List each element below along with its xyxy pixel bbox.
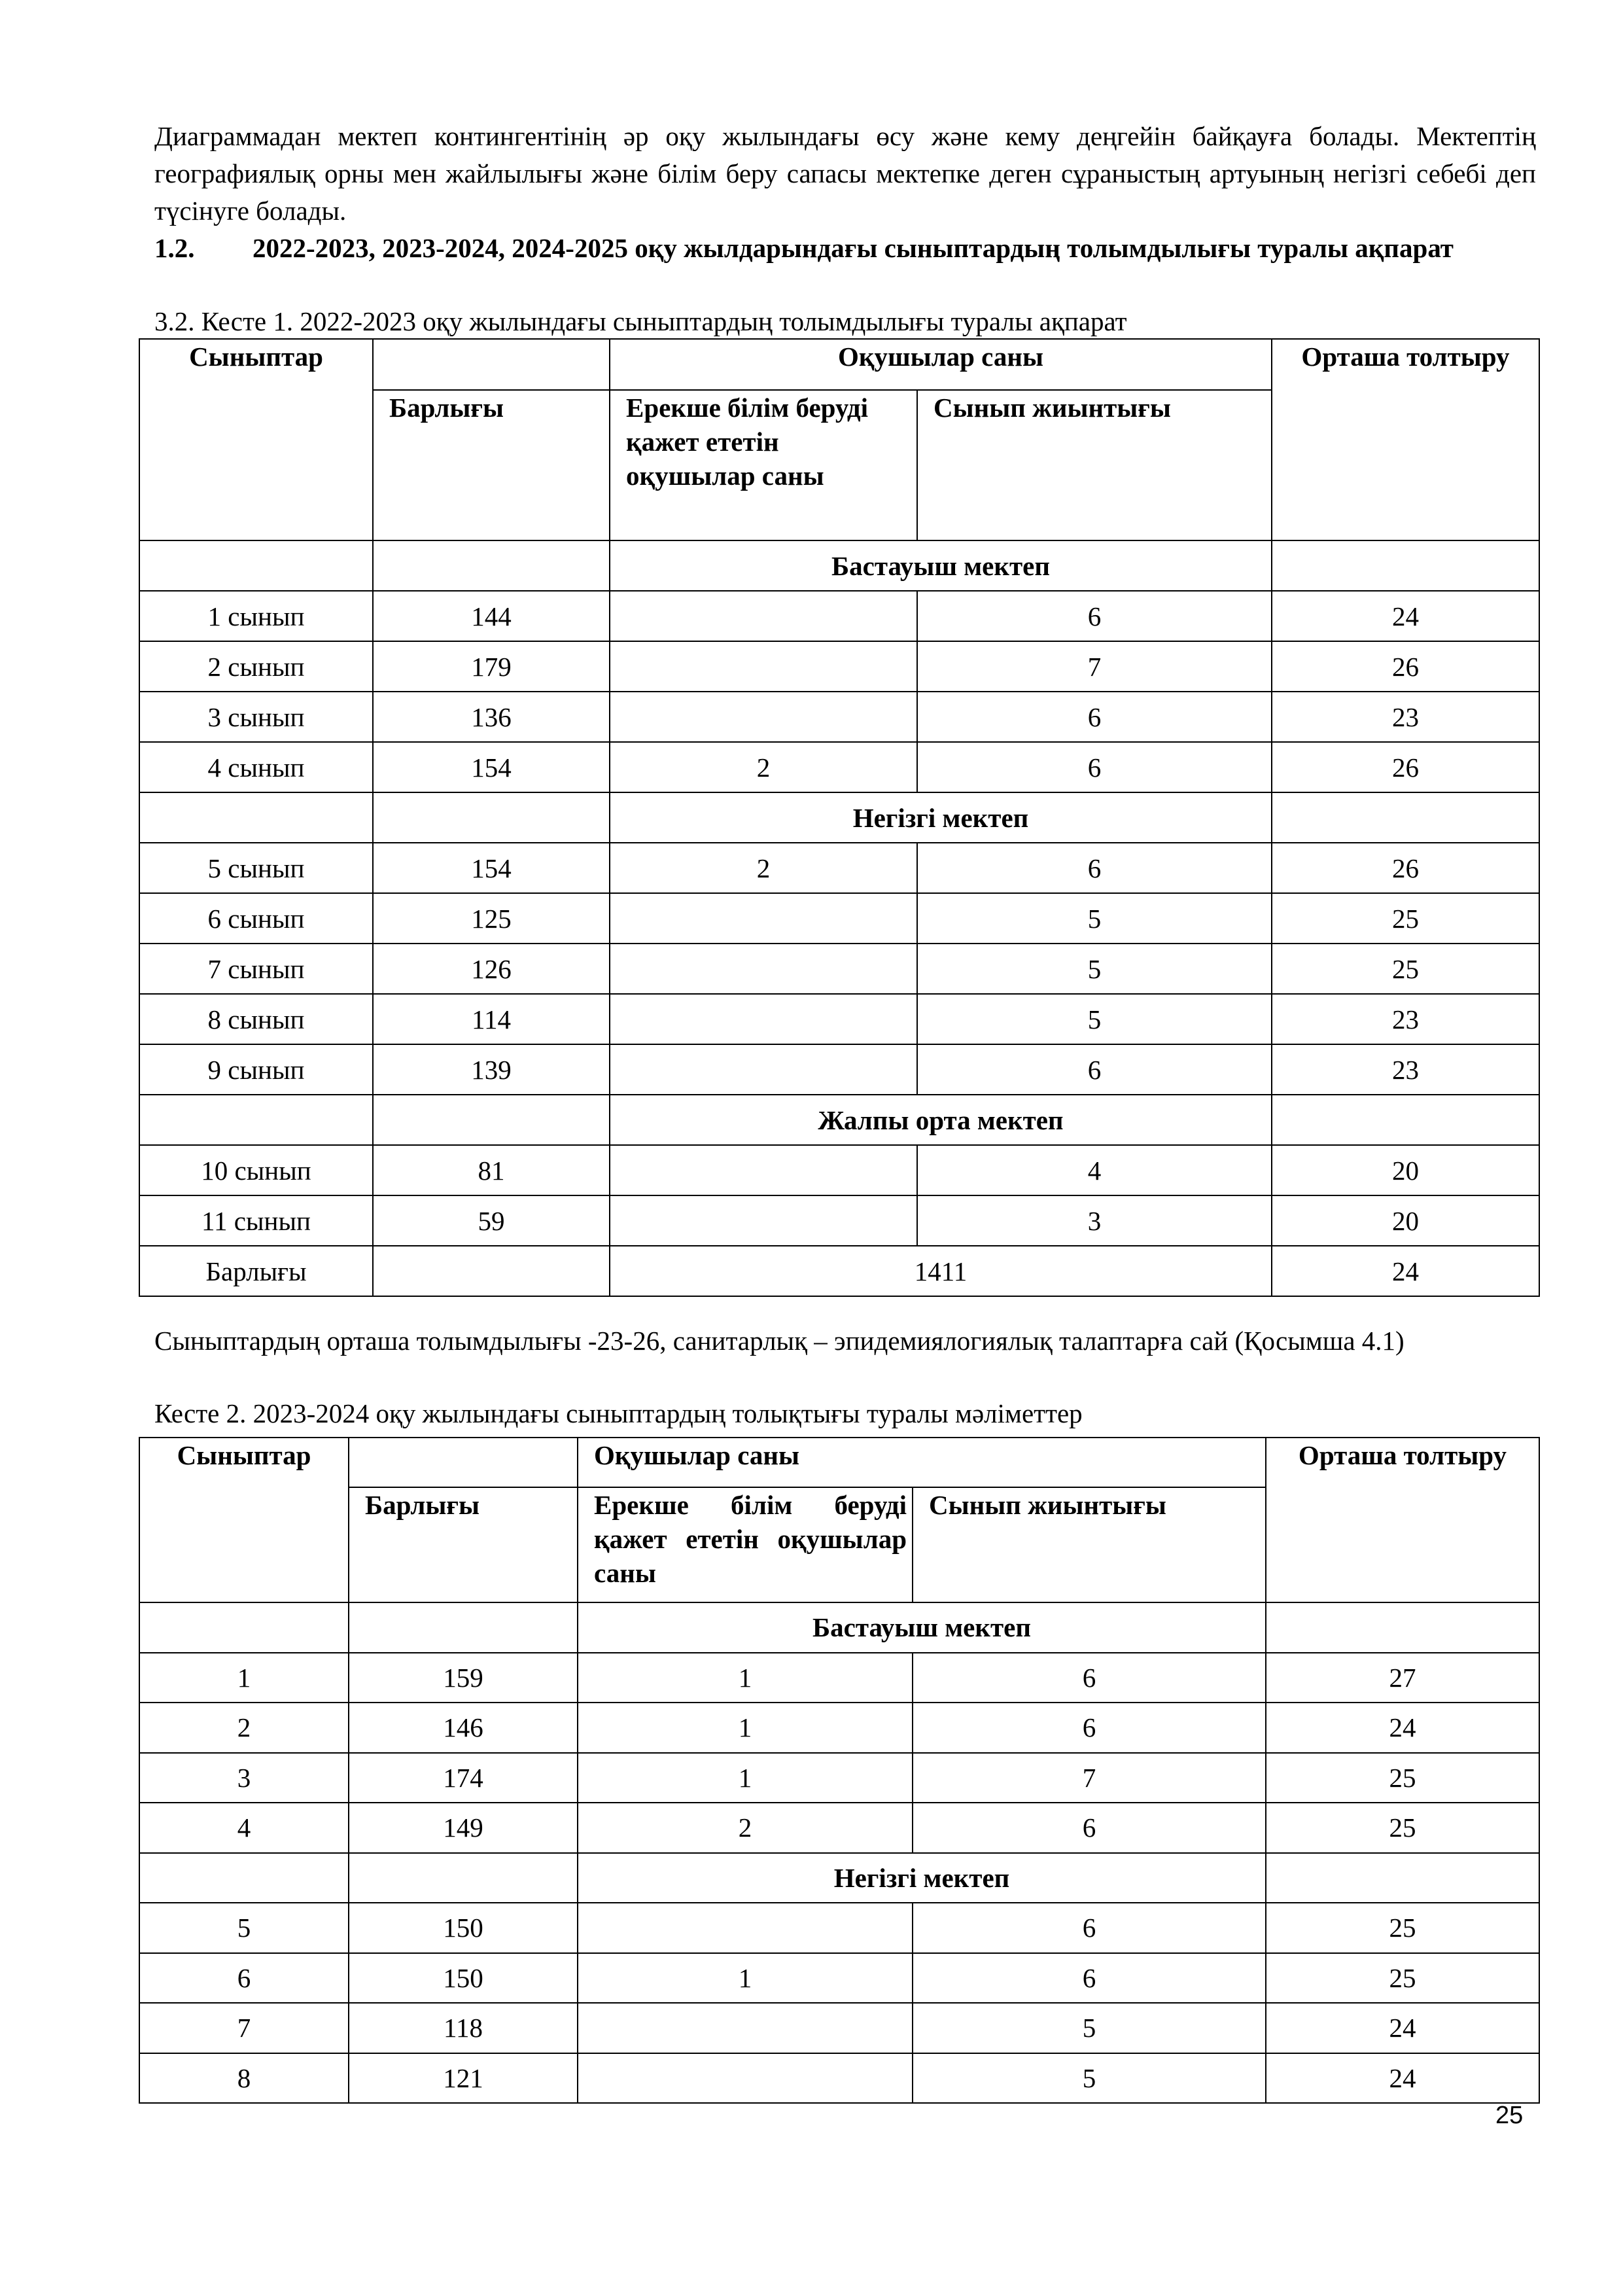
special-needs-cell	[610, 893, 917, 944]
table2	[139, 1437, 1540, 2104]
class-sets-cell: 6	[913, 1803, 1266, 1853]
class-cell: 7 сынып	[139, 944, 373, 994]
special-needs-cell: 1	[578, 1753, 913, 1803]
class-sets-cell: 6	[913, 1903, 1266, 1953]
average-cell: 25	[1266, 1903, 1539, 1953]
class-sets-cell: 6	[913, 1953, 1266, 2004]
class-cell: 8 сынып	[139, 994, 373, 1044]
empty-cell	[139, 1095, 373, 1145]
empty-cell	[373, 792, 610, 843]
special-needs-cell	[610, 994, 917, 1044]
special-needs-cell: 1	[578, 1953, 913, 2004]
special-needs-cell: 1	[578, 1703, 913, 1753]
class-sets-cell: 5	[913, 2053, 1266, 2104]
empty-cell	[1272, 792, 1539, 843]
class-sets-cell: 5	[913, 2003, 1266, 2053]
class-cell: 11 сынып	[139, 1195, 373, 1246]
class-sets-cell: 6	[917, 843, 1272, 893]
class-sets-cell: 6	[913, 1703, 1266, 1753]
total-cell: 146	[349, 1703, 578, 1753]
class-sets-cell: 7	[917, 641, 1272, 692]
section-heading	[154, 230, 1536, 267]
average-cell: 24	[1266, 2003, 1539, 2053]
special-needs-cell	[578, 2003, 913, 2053]
total-cell: 139	[373, 1044, 610, 1095]
table1-caption: 3.2. Кесте 1. 2022-2023 оқу жылындағы сыныптардың толымдылығы туралы ақпарат	[154, 306, 1127, 336]
average-cell: 25	[1272, 944, 1539, 994]
empty-cell	[1266, 1853, 1539, 1903]
total-cell: 81	[373, 1145, 610, 1195]
table-row	[139, 1044, 1539, 1095]
average-cell: 24	[1266, 2053, 1539, 2104]
special-needs-cell	[610, 1195, 917, 1246]
total-cell: 136	[373, 692, 610, 742]
table-row	[139, 1703, 1539, 1753]
average-cell: 23	[1272, 994, 1539, 1044]
class-cell: 2	[139, 1703, 349, 1753]
table-row	[139, 1653, 1539, 1703]
special-needs-cell	[610, 591, 917, 641]
section-title: Жалпы орта мектеп	[610, 1095, 1272, 1145]
class-sets-cell: 6	[917, 591, 1272, 641]
special-needs-cell: 1	[578, 1653, 913, 1703]
empty-cell	[373, 540, 610, 591]
class-cell: 5 сынып	[139, 843, 373, 893]
class-cell: 10 сынып	[139, 1145, 373, 1195]
average-cell: 26	[1272, 641, 1539, 692]
special-needs-cell: 2	[610, 742, 917, 792]
special-needs-cell	[610, 944, 917, 994]
class-sets-cell: 5	[917, 944, 1272, 994]
section-title: Бастауыш мектеп	[610, 540, 1272, 591]
class-cell: 8	[139, 2053, 349, 2104]
section-row	[139, 1853, 1539, 1903]
class-sets-cell: 4	[917, 1145, 1272, 1195]
empty-cell	[349, 1853, 578, 1903]
table2-header-total: Барлығы	[349, 1487, 578, 1602]
table-row	[139, 1195, 1539, 1246]
total-cell: 150	[349, 1903, 578, 1953]
total-cell: 126	[373, 944, 610, 994]
total-cell: 150	[349, 1953, 578, 2004]
special-needs-cell	[578, 2053, 913, 2104]
table-row	[139, 843, 1539, 893]
total-cell: 118	[349, 2003, 578, 2053]
class-cell: 2 сынып	[139, 641, 373, 692]
summary-paragraph: Сыныптардың орташа толымдылығы -23-26, санитарлық – эпидемиялогиялық талаптарға сай (Қосымша 4.1)	[154, 1326, 1405, 1356]
class-cell: 6 сынып	[139, 893, 373, 944]
table-row	[139, 2003, 1539, 2053]
class-sets-cell: 5	[917, 994, 1272, 1044]
table-row	[139, 1903, 1539, 1953]
empty-cell	[1272, 540, 1539, 591]
table2-header-average: Орташа толтыру	[1266, 1438, 1539, 1602]
class-sets-cell: 3	[917, 1195, 1272, 1246]
table-row	[139, 1803, 1539, 1853]
table2-caption: Кесте 2. 2023-2024 оқу жылындағы сыныптардың толықтығы туралы мәліметтер	[154, 1398, 1083, 1428]
total-cell: 121	[349, 2053, 578, 2104]
class-cell: 1 сынып	[139, 591, 373, 641]
empty-cell	[373, 1095, 610, 1145]
table1-header-classes: Сыныптар	[139, 339, 373, 540]
special-needs-cell	[610, 1145, 917, 1195]
special-needs-cell	[610, 692, 917, 742]
average-cell: 24	[1266, 1703, 1539, 1753]
special-needs-cell: 2	[578, 1803, 913, 1853]
table2-header-students: Оқушылар саны	[578, 1438, 1266, 1487]
section-row	[139, 1602, 1539, 1653]
class-cell: 9 сынып	[139, 1044, 373, 1095]
class-cell: 5	[139, 1903, 349, 1953]
empty-cell	[1266, 1602, 1539, 1653]
total-cell: 154	[373, 742, 610, 792]
table1-header-special: Ерекше білім беруді қажет ететін оқушылар саны	[610, 390, 917, 540]
average-cell: 26	[1272, 843, 1539, 893]
table-row	[139, 944, 1539, 994]
class-cell: 1	[139, 1653, 349, 1703]
section-title: Негізгі мектеп	[610, 792, 1272, 843]
average-cell: 27	[1266, 1653, 1539, 1703]
table-row	[139, 893, 1539, 944]
average-cell: 20	[1272, 1195, 1539, 1246]
average-cell: 25	[1266, 1753, 1539, 1803]
total-cell: 149	[349, 1803, 578, 1853]
class-cell: 4 сынып	[139, 742, 373, 792]
class-sets-cell: 6	[917, 692, 1272, 742]
total-cell: 144	[373, 591, 610, 641]
special-needs-cell	[578, 1903, 913, 1953]
special-needs-cell: 2	[610, 843, 917, 893]
section-title: 2022-2023, 2023-2024, 2024-2025 оқу жылдарындағы сыныптардың толымдылығы туралы ақпарат	[253, 233, 1454, 263]
table-row	[139, 994, 1539, 1044]
class-cell: 3 сынып	[139, 692, 373, 742]
average-cell: 23	[1272, 692, 1539, 742]
total-label: Барлығы	[139, 1246, 373, 1296]
table2-header-sets: Сынып жиынтығы	[913, 1487, 1266, 1602]
table-row	[139, 1145, 1539, 1195]
total-cell: 174	[349, 1753, 578, 1803]
page-number: 25	[1495, 2102, 1524, 2129]
class-cell: 3	[139, 1753, 349, 1803]
total-cell: 125	[373, 893, 610, 944]
total-cell: 159	[349, 1653, 578, 1703]
average-cell: 25	[1266, 1953, 1539, 2004]
section-row	[139, 1095, 1539, 1145]
empty-cell	[1272, 1095, 1539, 1145]
average-cell: 25	[1266, 1803, 1539, 1853]
section-title: Бастауыш мектеп	[578, 1602, 1266, 1653]
table1-header-students: Оқушылар саны	[610, 339, 1272, 390]
section-title: Негізгі мектеп	[578, 1853, 1266, 1903]
table1-header-total: Барлығы	[373, 390, 610, 540]
section-row	[139, 540, 1539, 591]
class-sets-cell: 7	[913, 1753, 1266, 1803]
table1	[139, 338, 1540, 1297]
table-row	[139, 742, 1539, 792]
average-cell: 24	[1272, 591, 1539, 641]
empty-cell	[349, 1602, 578, 1653]
table-row	[139, 641, 1539, 692]
class-sets-cell: 6	[913, 1653, 1266, 1703]
empty-cell	[139, 792, 373, 843]
special-needs-cell	[610, 641, 917, 692]
average-cell: 26	[1272, 742, 1539, 792]
table-row	[139, 591, 1539, 641]
intro-paragraph-1: Диаграммадан мектеп контингентінің әр оқу жылындағы өсу және кему деңгейін байқауға болады. Мектептің географиялық орны мен жайлылығы және білім беру сапасы мектепке деген сұраныстың артуының негізгі себебі деп түсінуге болады.	[154, 121, 1536, 226]
empty-cell	[139, 540, 373, 591]
table2-header-special: Ерекше білім беруді қажет ететін оқушылар саны	[578, 1487, 913, 1602]
table-row	[139, 692, 1539, 742]
section-row	[139, 792, 1539, 843]
class-sets-cell: 6	[917, 1044, 1272, 1095]
table-row	[139, 1753, 1539, 1803]
average-cell: 20	[1272, 1145, 1539, 1195]
average-cell: 24	[1272, 1246, 1539, 1296]
empty-cell	[373, 1246, 610, 1296]
empty-cell	[139, 1602, 349, 1653]
grand-total: 1411	[610, 1246, 1272, 1296]
class-cell: 7	[139, 2003, 349, 2053]
table1-header-sets: Сынып жиынтығы	[917, 390, 1272, 540]
table1-header-average: Орташа толтыру	[1272, 339, 1539, 540]
class-cell: 4	[139, 1803, 349, 1853]
empty-cell	[139, 1853, 349, 1903]
average-cell: 25	[1272, 893, 1539, 944]
section-number: 1.2.	[154, 233, 195, 263]
total-cell: 59	[373, 1195, 610, 1246]
class-cell: 6	[139, 1953, 349, 2004]
total-cell: 154	[373, 843, 610, 893]
table-row	[139, 2053, 1539, 2104]
special-needs-cell	[610, 1044, 917, 1095]
class-sets-cell: 6	[917, 742, 1272, 792]
average-cell: 23	[1272, 1044, 1539, 1095]
total-cell: 179	[373, 641, 610, 692]
total-row	[139, 1246, 1539, 1296]
class-sets-cell: 5	[917, 893, 1272, 944]
table2-header-classes: Сыныптар	[139, 1438, 349, 1602]
total-cell: 114	[373, 994, 610, 1044]
table-row	[139, 1953, 1539, 2004]
